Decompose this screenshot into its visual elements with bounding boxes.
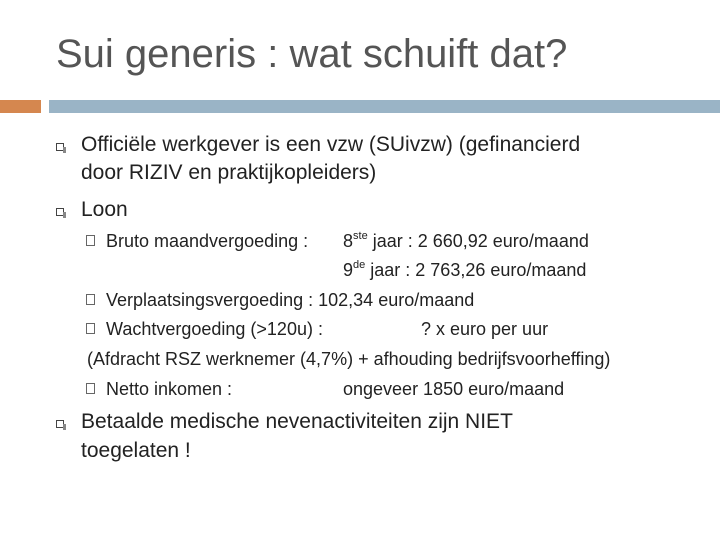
checkbox-square-icon (86, 294, 95, 305)
bullet-icon (56, 143, 64, 151)
verplaatsing-text: Verplaatsingsvergoeding : 102,34 euro/maand (106, 290, 475, 310)
title-rule (49, 100, 720, 113)
wacht-value: ? x euro per uur (421, 319, 549, 339)
bruto-8ste-jaar: 8ste jaar : 2 660,92 euro/maand (343, 230, 589, 251)
netto-label: Netto inkomen : (106, 379, 233, 399)
bullet-text-employer-line1: Officiële werkgever is een vzw (SUivzw) (gefinancierd (81, 133, 581, 156)
title-rule-accent (0, 100, 41, 113)
checkbox-square-icon (86, 383, 95, 394)
netto-value: ongeveer 1850 euro/maand (343, 379, 565, 399)
page-title: Sui generis : wat schuift dat? (56, 32, 568, 76)
bullet-text-employer-line2: door RIZIV en praktijkopleiders) (81, 161, 377, 184)
bullet-icon (56, 420, 64, 428)
afdracht-text: (Afdracht RSZ werknemer (4,7%) + afhouding bedrijfsvoorheffing) (87, 349, 611, 369)
bruto-label: Bruto maandvergoeding : (106, 231, 309, 251)
bullet-text-loon: Loon (81, 198, 128, 221)
checkbox-square-icon (86, 235, 95, 246)
checkbox-square-icon (86, 323, 95, 334)
bruto-9de-jaar: 9de jaar : 2 763,26 euro/maand (343, 259, 587, 280)
wacht-label: Wachtvergoeding (>120u) : (106, 319, 323, 339)
bullet-text-nevenactiviteiten-line2: toegelaten ! (81, 439, 191, 462)
bullet-text-nevenactiviteiten-line1: Betaalde medische nevenactiviteiten zijn NIET (81, 410, 513, 433)
bullet-icon (56, 208, 64, 216)
